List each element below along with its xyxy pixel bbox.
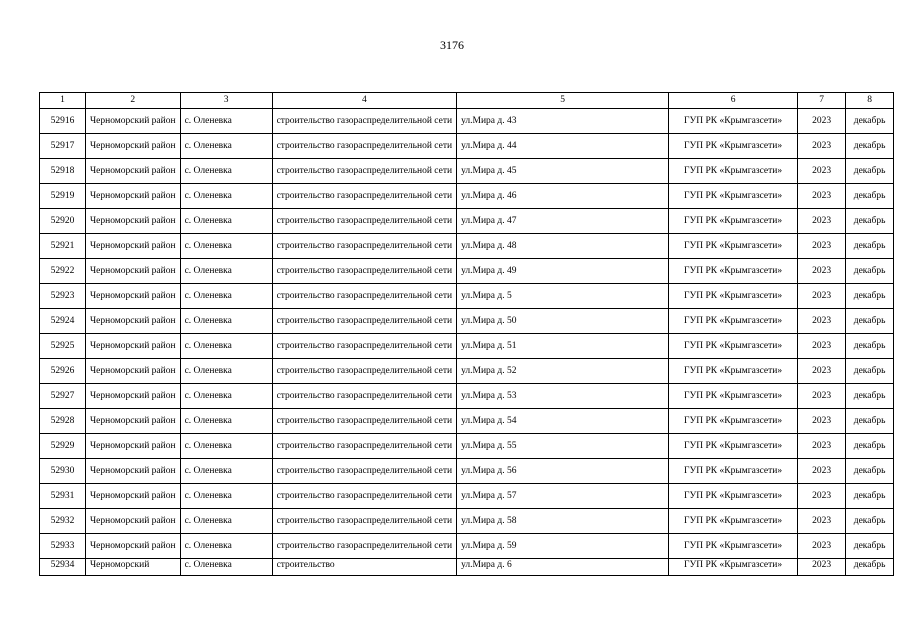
year-cell: 2023 <box>798 109 846 134</box>
table-row <box>40 434 894 459</box>
year-cell: 2023 <box>798 434 846 459</box>
header-col-4: 4 <box>272 93 457 109</box>
year-cell: 2023 <box>798 559 846 576</box>
year-cell: 2023 <box>798 484 846 509</box>
year-cell: 2023 <box>798 259 846 284</box>
village-cell: с. Оленевка <box>180 384 272 409</box>
district-cell: Черноморский <box>86 559 181 576</box>
month-cell: декабрь <box>846 534 894 559</box>
month-cell: декабрь <box>846 284 894 309</box>
village-cell: с. Оленевка <box>180 359 272 384</box>
work-type-cell: строительство газораспределительной сети <box>272 159 457 184</box>
record-number: 52931 <box>40 484 86 509</box>
record-number: 52934 <box>40 559 86 576</box>
record-number: 52930 <box>40 459 86 484</box>
address-cell: ул.Мира д. 43 <box>457 109 669 134</box>
work-type-cell: строительство газораспределительной сети <box>272 359 457 384</box>
work-type-cell: строительство газораспределительной сети <box>272 334 457 359</box>
address-cell: ул.Мира д. 52 <box>457 359 669 384</box>
record-number: 52928 <box>40 409 86 434</box>
work-type-cell: строительство газораспределительной сети <box>272 209 457 234</box>
district-cell: Черноморский район <box>86 109 181 134</box>
table-row <box>40 509 894 534</box>
year-cell: 2023 <box>798 309 846 334</box>
table-row <box>40 309 894 334</box>
month-cell: декабрь <box>846 559 894 576</box>
district-cell: Черноморский район <box>86 534 181 559</box>
village-cell: с. Оленевка <box>180 209 272 234</box>
year-cell: 2023 <box>798 184 846 209</box>
record-number: 52918 <box>40 159 86 184</box>
village-cell: с. Оленевка <box>180 284 272 309</box>
table-row <box>40 284 894 309</box>
district-cell: Черноморский район <box>86 309 181 334</box>
table-row <box>40 234 894 259</box>
year-cell: 2023 <box>798 234 846 259</box>
table-row <box>40 184 894 209</box>
address-cell: ул.Мира д. 57 <box>457 484 669 509</box>
month-cell: декабрь <box>846 234 894 259</box>
village-cell: с. Оленевка <box>180 259 272 284</box>
table-row <box>40 534 894 559</box>
month-cell: декабрь <box>846 409 894 434</box>
village-cell: с. Оленевка <box>180 184 272 209</box>
record-number: 52933 <box>40 534 86 559</box>
year-cell: 2023 <box>798 284 846 309</box>
work-type-cell: строительство <box>272 559 457 576</box>
address-cell: ул.Мира д. 54 <box>457 409 669 434</box>
district-cell: Черноморский район <box>86 334 181 359</box>
page-number: 3176 <box>440 38 464 52</box>
organization-cell: ГУП РК «Крымгазсети» <box>669 234 798 259</box>
address-cell: ул.Мира д. 59 <box>457 534 669 559</box>
organization-cell: ГУП РК «Крымгазсети» <box>669 334 798 359</box>
village-cell: с. Оленевка <box>180 309 272 334</box>
district-cell: Черноморский район <box>86 159 181 184</box>
table-row <box>40 409 894 434</box>
month-cell: декабрь <box>846 484 894 509</box>
district-cell: Черноморский район <box>86 459 181 484</box>
table-row <box>40 209 894 234</box>
work-type-cell: строительство газораспределительной сети <box>272 484 457 509</box>
month-cell: декабрь <box>846 259 894 284</box>
month-cell: декабрь <box>846 334 894 359</box>
table-row <box>40 134 894 159</box>
village-cell: с. Оленевка <box>180 134 272 159</box>
village-cell: с. Оленевка <box>180 509 272 534</box>
month-cell: декабрь <box>846 209 894 234</box>
organization-cell: ГУП РК «Крымгазсети» <box>669 459 798 484</box>
year-cell: 2023 <box>798 409 846 434</box>
address-cell: ул.Мира д. 45 <box>457 159 669 184</box>
village-cell: с. Оленевка <box>180 534 272 559</box>
year-cell: 2023 <box>798 534 846 559</box>
address-cell: ул.Мира д. 47 <box>457 209 669 234</box>
organization-cell: ГУП РК «Крымгазсети» <box>669 109 798 134</box>
village-cell: с. Оленевка <box>180 484 272 509</box>
header-col-5: 5 <box>457 93 669 109</box>
table-row <box>40 159 894 184</box>
district-cell: Черноморский район <box>86 184 181 209</box>
record-number: 52922 <box>40 259 86 284</box>
organization-cell: ГУП РК «Крымгазсети» <box>669 384 798 409</box>
record-number: 52916 <box>40 109 86 134</box>
table-header <box>40 93 894 109</box>
organization-cell: ГУП РК «Крымгазсети» <box>669 184 798 209</box>
table-row <box>40 384 894 409</box>
record-number: 52919 <box>40 184 86 209</box>
village-cell: с. Оленевка <box>180 559 272 576</box>
address-cell: ул.Мира д. 46 <box>457 184 669 209</box>
district-cell: Черноморский район <box>86 384 181 409</box>
district-cell: Черноморский район <box>86 209 181 234</box>
village-cell: с. Оленевка <box>180 159 272 184</box>
header-col-3: 3 <box>180 93 272 109</box>
record-number: 52917 <box>40 134 86 159</box>
work-type-cell: строительство газораспределительной сети <box>272 509 457 534</box>
record-number: 52924 <box>40 309 86 334</box>
record-number: 52927 <box>40 384 86 409</box>
header-col-7: 7 <box>798 93 846 109</box>
record-number: 52925 <box>40 334 86 359</box>
month-cell: декабрь <box>846 359 894 384</box>
record-number: 52920 <box>40 209 86 234</box>
work-type-cell: строительство газораспределительной сети <box>272 384 457 409</box>
header-col-2: 2 <box>86 93 181 109</box>
organization-cell: ГУП РК «Крымгазсети» <box>669 209 798 234</box>
table-row <box>40 259 894 284</box>
record-number: 52923 <box>40 284 86 309</box>
address-cell: ул.Мира д. 55 <box>457 434 669 459</box>
work-type-cell: строительство газораспределительной сети <box>272 184 457 209</box>
district-cell: Черноморский район <box>86 484 181 509</box>
organization-cell: ГУП РК «Крымгазсети» <box>669 509 798 534</box>
table-row <box>40 109 894 134</box>
header-col-1: 1 <box>40 93 86 109</box>
district-cell: Черноморский район <box>86 409 181 434</box>
header-row <box>40 93 894 109</box>
header-col-8: 8 <box>846 93 894 109</box>
work-type-cell: строительство газораспределительной сети <box>272 134 457 159</box>
address-cell: ул.Мира д. 50 <box>457 309 669 334</box>
year-cell: 2023 <box>798 509 846 534</box>
organization-cell: ГУП РК «Крымгазсети» <box>669 359 798 384</box>
organization-cell: ГУП РК «Крымгазсети» <box>669 409 798 434</box>
district-cell: Черноморский район <box>86 234 181 259</box>
work-type-cell: строительство газораспределительной сети <box>272 434 457 459</box>
address-cell: ул.Мира д. 48 <box>457 234 669 259</box>
address-cell: ул.Мира д. 51 <box>457 334 669 359</box>
table-body <box>40 109 894 576</box>
month-cell: декабрь <box>846 134 894 159</box>
address-cell: ул.Мира д. 5 <box>457 284 669 309</box>
organization-cell: ГУП РК «Крымгазсети» <box>669 134 798 159</box>
table-row <box>40 484 894 509</box>
year-cell: 2023 <box>798 334 846 359</box>
work-type-cell: строительство газораспределительной сети <box>272 234 457 259</box>
village-cell: с. Оленевка <box>180 409 272 434</box>
table-row <box>40 334 894 359</box>
organization-cell: ГУП РК «Крымгазсети» <box>669 534 798 559</box>
month-cell: декабрь <box>846 509 894 534</box>
record-number: 52932 <box>40 509 86 534</box>
work-type-cell: строительство газораспределительной сети <box>272 459 457 484</box>
year-cell: 2023 <box>798 159 846 184</box>
month-cell: декабрь <box>846 434 894 459</box>
month-cell: декабрь <box>846 159 894 184</box>
organization-cell: ГУП РК «Крымгазсети» <box>669 309 798 334</box>
year-cell: 2023 <box>798 134 846 159</box>
village-cell: с. Оленевка <box>180 334 272 359</box>
month-cell: декабрь <box>846 459 894 484</box>
month-cell: декабрь <box>846 384 894 409</box>
district-cell: Черноморский район <box>86 134 181 159</box>
year-cell: 2023 <box>798 384 846 409</box>
record-number: 52926 <box>40 359 86 384</box>
village-cell: с. Оленевка <box>180 434 272 459</box>
record-number: 52921 <box>40 234 86 259</box>
village-cell: с. Оленевка <box>180 234 272 259</box>
organization-cell: ГУП РК «Крымгазсети» <box>669 559 798 576</box>
address-cell: ул.Мира д. 53 <box>457 384 669 409</box>
address-cell: ул.Мира д. 56 <box>457 459 669 484</box>
table-row <box>40 459 894 484</box>
work-type-cell: строительство газораспределительной сети <box>272 284 457 309</box>
address-cell: ул.Мира д. 49 <box>457 259 669 284</box>
table-row <box>40 359 894 384</box>
address-cell: ул.Мира д. 44 <box>457 134 669 159</box>
organization-cell: ГУП РК «Крымгазсети» <box>669 284 798 309</box>
village-cell: с. Оленевка <box>180 109 272 134</box>
organization-cell: ГУП РК «Крымгазсети» <box>669 434 798 459</box>
year-cell: 2023 <box>798 209 846 234</box>
address-cell: ул.Мира д. 58 <box>457 509 669 534</box>
table-row <box>40 559 894 576</box>
work-type-cell: строительство газораспределительной сети <box>272 109 457 134</box>
district-cell: Черноморский район <box>86 284 181 309</box>
header-col-6: 6 <box>669 93 798 109</box>
village-cell: с. Оленевка <box>180 459 272 484</box>
year-cell: 2023 <box>798 359 846 384</box>
month-cell: декабрь <box>846 184 894 209</box>
organization-cell: ГУП РК «Крымгазсети» <box>669 259 798 284</box>
address-cell: ул.Мира д. 6 <box>457 559 669 576</box>
work-type-cell: строительство газораспределительной сети <box>272 309 457 334</box>
work-type-cell: строительство газораспределительной сети <box>272 409 457 434</box>
work-type-cell: строительство газораспределительной сети <box>272 534 457 559</box>
record-number: 52929 <box>40 434 86 459</box>
district-cell: Черноморский район <box>86 359 181 384</box>
year-cell: 2023 <box>798 459 846 484</box>
organization-cell: ГУП РК «Крымгазсети» <box>669 159 798 184</box>
organization-cell: ГУП РК «Крымгазсети» <box>669 484 798 509</box>
month-cell: декабрь <box>846 309 894 334</box>
work-type-cell: строительство газораспределительной сети <box>272 259 457 284</box>
district-cell: Черноморский район <box>86 259 181 284</box>
district-cell: Черноморский район <box>86 509 181 534</box>
registry-table <box>39 92 894 576</box>
month-cell: декабрь <box>846 109 894 134</box>
district-cell: Черноморский район <box>86 434 181 459</box>
